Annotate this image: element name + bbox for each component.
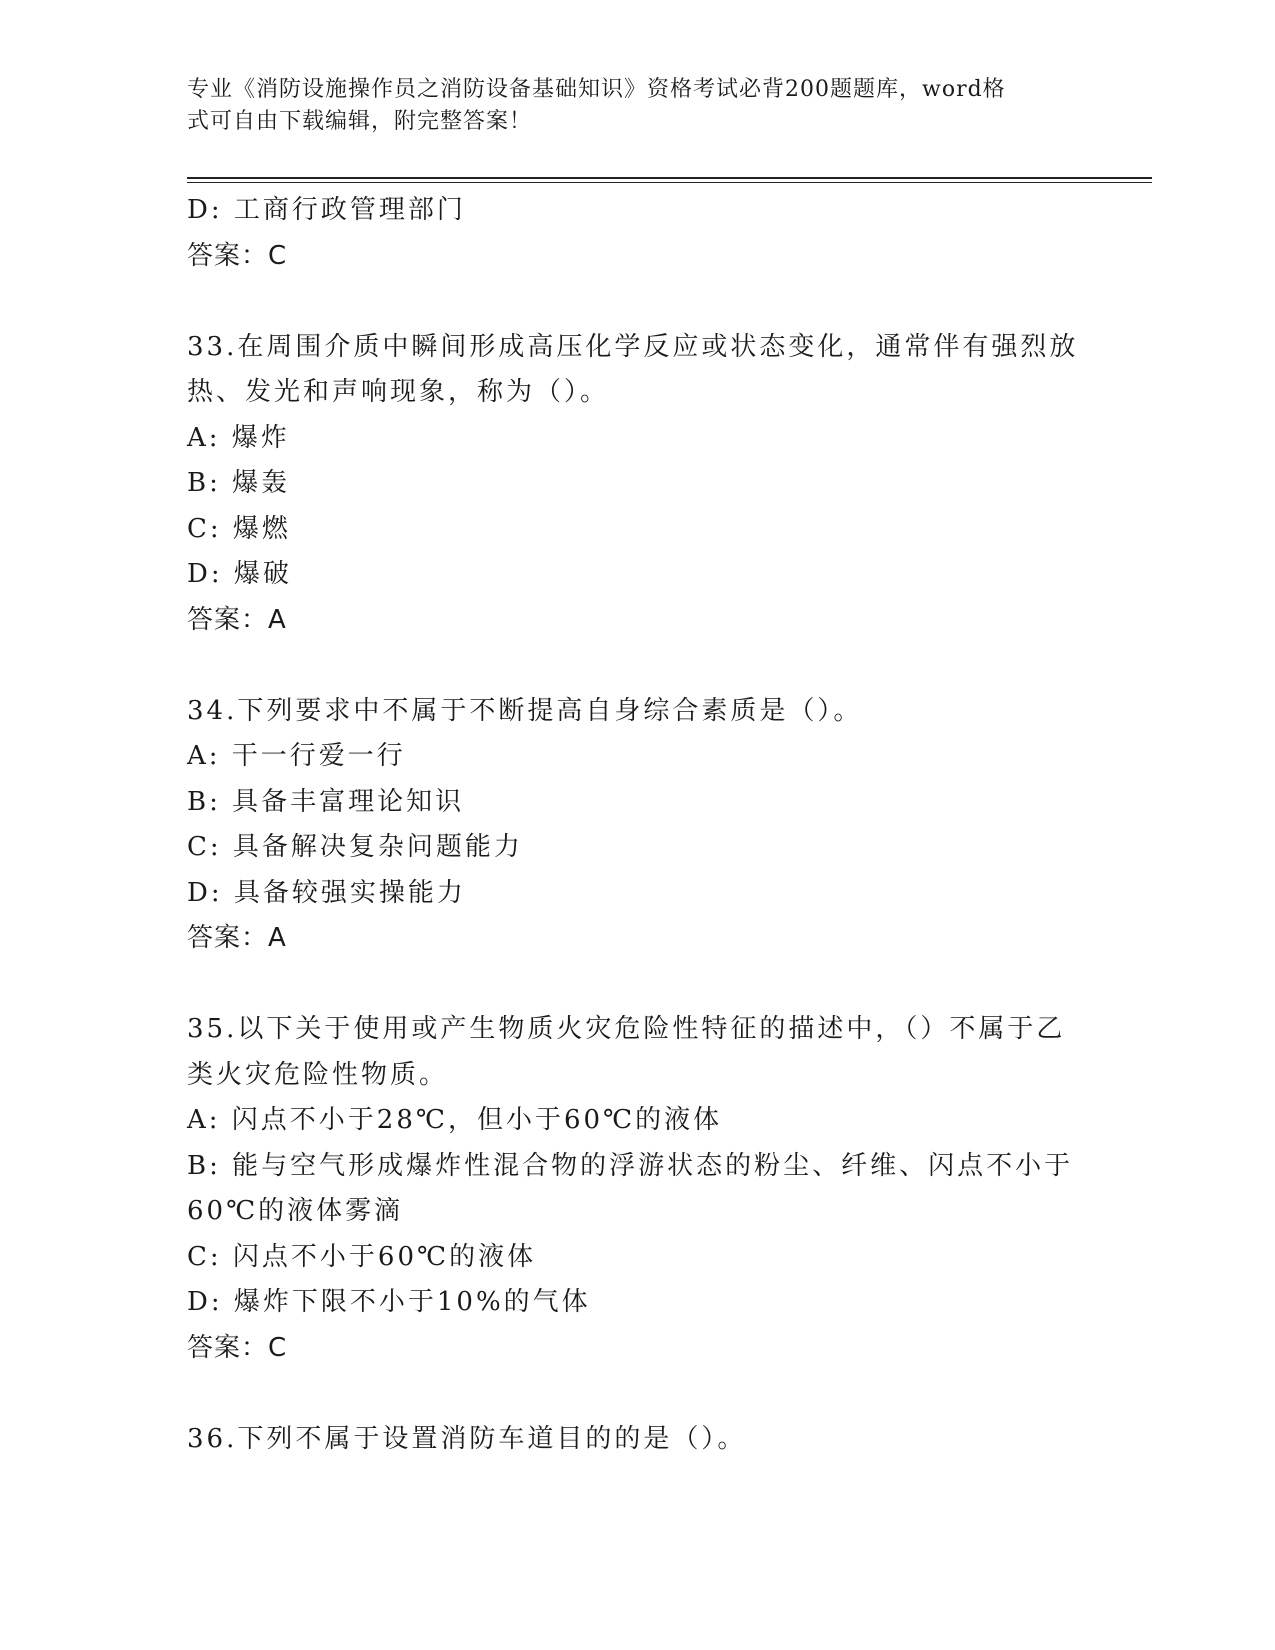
question-stem: 36.下列不属于设置消防车道目的的是（）。 <box>187 1423 747 1454</box>
header-line-1: 专业《消防设施操作员之消防设备基础知识》资格考试必背200题题库，word格 <box>187 77 1006 102</box>
option-b: B: 爆轰 <box>187 468 291 498</box>
header-line-2: 式可自由下载编辑，附完整答案！ <box>187 109 533 134</box>
option-a: A: 爆炸 <box>187 422 290 453</box>
option-c: C: 具备解决复杂问题能力 <box>187 832 523 862</box>
option-d: D: 具备较强实操能力 <box>187 877 466 908</box>
option-b-cont: 60℃的液体雾滴 <box>187 1196 404 1226</box>
option-b: B: 能与空气形成爆炸性混合物的浮游状态的粉尘、纤维、闪点不小于 <box>187 1150 1074 1181</box>
question-35 <box>187 1007 1087 1371</box>
question-stem-cont: 类火灾危险性物质。 <box>187 1059 449 1090</box>
document-header <box>187 74 1067 138</box>
question-36 <box>187 1417 1087 1463</box>
spacer <box>187 1371 1087 1417</box>
prev-answer: 答案：C <box>187 240 288 271</box>
option-b: B: 具备丰富理论知识 <box>187 786 465 817</box>
question-34 <box>187 689 1087 962</box>
option-c: C: 闪点不小于60℃的液体 <box>187 1241 537 1272</box>
option-c: C: 爆燃 <box>187 513 291 544</box>
option-d: D: 爆炸下限不小于10%的气体 <box>187 1287 591 1317</box>
question-33 <box>187 325 1087 644</box>
spacer <box>187 279 1087 325</box>
answer: 答案：A <box>187 923 287 953</box>
answer: 答案：A <box>187 604 287 635</box>
header-divider-thin <box>187 182 1152 183</box>
question-stem: 35.以下关于使用或产生物质火灾危险性特征的描述中，（）不属于乙 <box>187 1014 1066 1044</box>
option-d: D: 爆破 <box>187 559 292 589</box>
question-list <box>187 188 1087 1462</box>
question-stem-cont: 热、发光和声响现象，称为（）。 <box>187 377 610 407</box>
spacer <box>187 643 1087 689</box>
question-stem: 33.在周围介质中瞬间形成高压化学反应或状态变化，通常伴有强烈放 <box>187 331 1079 362</box>
spacer <box>187 962 1087 1008</box>
option-a: A: 干一行爱一行 <box>187 741 406 771</box>
header-divider-thick <box>187 177 1152 179</box>
answer: 答案：C <box>187 1332 288 1363</box>
question-stem: 34.下列要求中不属于不断提高自身综合素质是（）。 <box>187 695 863 726</box>
prev-option-d: D: 工商行政管理部门 <box>187 195 466 225</box>
option-a: A: 闪点不小于28℃，但小于60℃的液体 <box>187 1105 723 1135</box>
